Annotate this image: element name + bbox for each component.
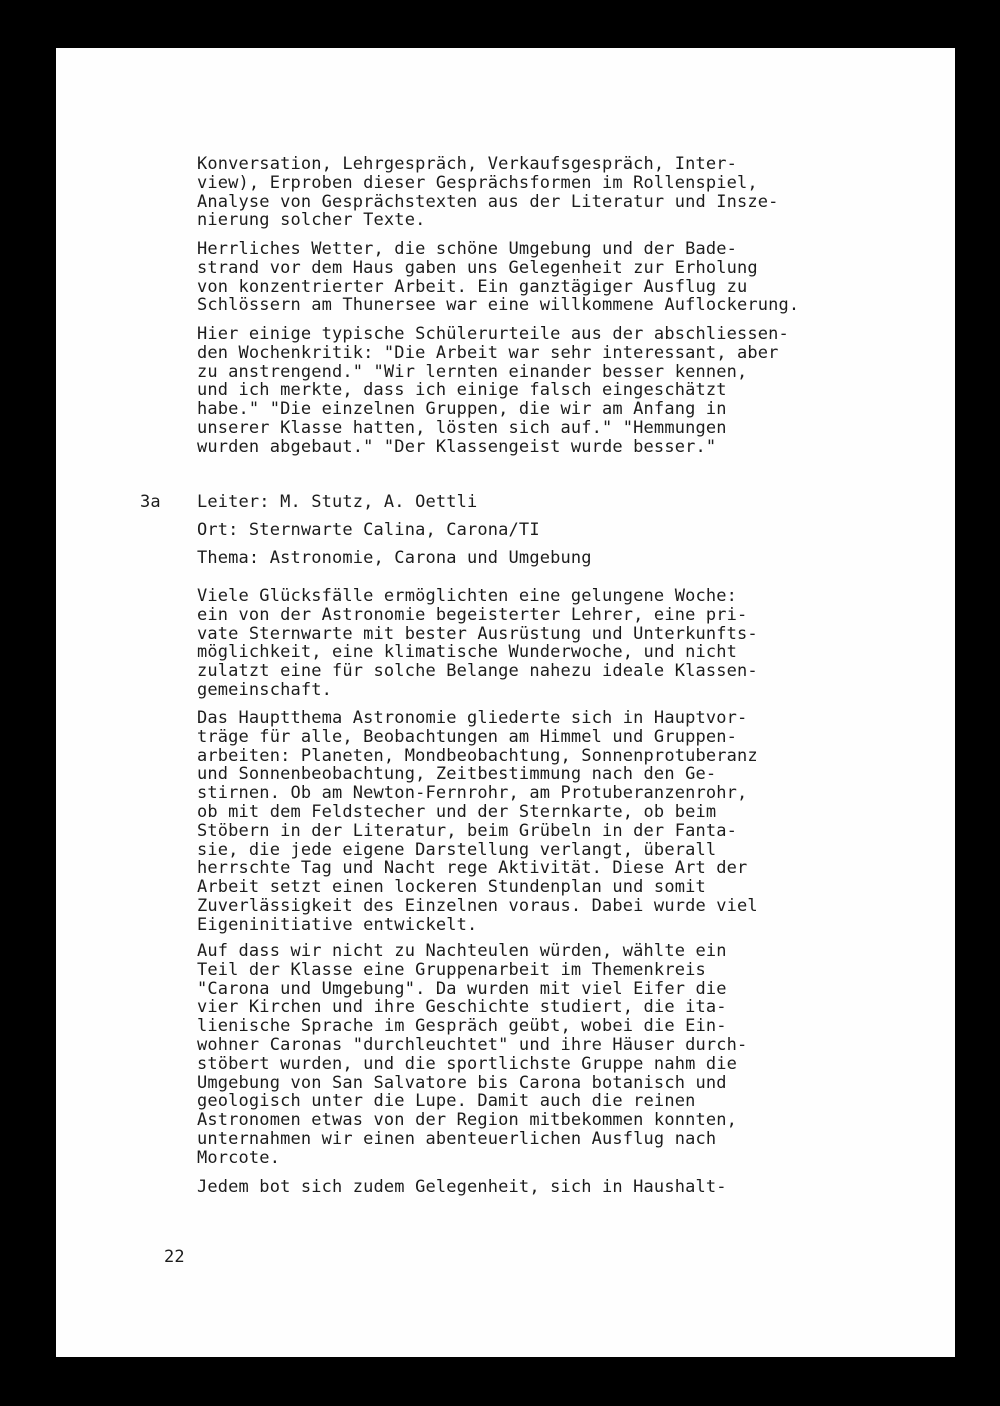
page-number: 22 <box>164 1247 185 1267</box>
text-line: Umgebung von San Salvatore bis Carona botanisch und <box>197 1072 727 1093</box>
text-line: geologisch unter die Lupe. Damit auch die reinen <box>197 1091 696 1112</box>
text-line: Eigeninitiative entwickelt. <box>197 914 478 935</box>
text-line: und Sonnenbeobachtung, Zeitbestimmung nach den Ge- <box>197 764 717 785</box>
text-line: view), Erproben dieser Gesprächsformen im Rollenspiel, <box>197 172 758 193</box>
intro-paragraph-1 <box>197 155 847 230</box>
text-line: Viele Glücksfälle ermöglichten eine gelungene Woche: <box>197 586 738 606</box>
text-line: stirnen. Ob am Newton-Fernrohr, am Protuberanzenrohr, <box>197 783 748 804</box>
intro-paragraph-2 <box>197 240 847 315</box>
text-line: und ich merkte, dass ich einige falsch eingeschätzt <box>197 380 727 401</box>
text-line: wohner Caronas "durchleuchtet" und ihre Häuser durch- <box>197 1034 748 1055</box>
text-line: Hier einige typische Schülerurteile aus der abschliessen- <box>197 324 789 344</box>
text-line: Zuverlässigkeit des Einzelnen voraus. Dabei wurde viel <box>197 895 758 916</box>
section-place: Ort: Sternwarte Calina, Carona/TI <box>197 520 540 540</box>
text-line: zu anstrengend." "Wir lernten einander besser kennen, <box>197 361 748 382</box>
text-line: vier Kirchen und ihre Geschichte studiert, die ita- <box>197 997 727 1018</box>
text-line: Jedem bot sich zudem Gelegenheit, sich in Haushalt- <box>197 1177 727 1197</box>
scan-border-left <box>0 0 56 1406</box>
text-line: den Wochenkritik: "Die Arbeit war sehr interessant, aber <box>197 342 779 363</box>
intro-paragraph-3 <box>197 325 847 457</box>
text-line: stöbert wurden, und die sportlichste Gruppe nahm die <box>197 1053 738 1074</box>
text-line: von konzentrierter Arbeit. Ein ganztägiger Ausflug zu <box>197 276 748 297</box>
text-line: habe." "Die einzelnen Gruppen, die wir am Anfang in <box>197 399 727 420</box>
text-line: unserer Klasse hatten, lösten sich auf." "Hemmungen <box>197 417 727 438</box>
text-line: "Carona und Umgebung". Da wurden mit viel Eifer die <box>197 978 727 999</box>
text-line: Das Hauptthema Astronomie gliederte sich in Hauptvor- <box>197 708 748 728</box>
text-line: ein von der Astronomie begeisterter Lehrer, eine pri- <box>197 604 748 625</box>
text-line: Auf dass wir nicht zu Nachteulen würden, wählte ein <box>197 941 727 961</box>
text-line: gemeinschaft. <box>197 679 333 700</box>
scan-border-top <box>0 0 1000 48</box>
body-paragraph-2 <box>197 709 847 935</box>
text-line: nierung solcher Texte. <box>197 210 426 231</box>
text-line: träge für alle, Beobachtungen am Himmel und Gruppen- <box>197 726 738 747</box>
text-line: Astronomen etwas von der Region mitbekommen konnten, <box>197 1110 738 1131</box>
text-line: sie, die jede eigene Darstellung verlangt, überall <box>197 839 717 860</box>
text-line: Arbeit setzt einen lockeren Stundenplan und somit <box>197 877 706 898</box>
section-number: 3a <box>140 492 161 512</box>
scan-border-bottom <box>0 1357 1000 1406</box>
body-paragraph-1 <box>197 587 847 700</box>
text-line: Morcote. <box>197 1147 281 1168</box>
text-line: Teil der Klasse eine Gruppenarbeit im Themenkreis <box>197 959 706 980</box>
text-line: Konversation, Lehrgespräch, Verkaufsgespräch, Inter- <box>197 154 738 174</box>
text-line: Schlössern am Thunersee war eine willkommene Auflockerung. <box>197 295 800 316</box>
text-line: wurden abgebaut." "Der Klassengeist wurde besser." <box>197 436 717 457</box>
text-line: arbeiten: Planeten, Mondbeobachtung, Sonnenprotuberanz <box>197 745 758 766</box>
text-line: Stöbern in der Literatur, beim Grübeln in der Fanta- <box>197 820 738 841</box>
text-line: Analyse von Gesprächstexten aus der Literatur und Insze- <box>197 191 779 212</box>
scan-border-right <box>955 0 1000 1406</box>
text-line: herrschte Tag und Nacht rege Aktivität. Diese Art der <box>197 858 748 879</box>
section-theme: Thema: Astronomie, Carona und Umgebung <box>197 548 592 568</box>
text-line: Herrliches Wetter, die schöne Umgebung und der Bade- <box>197 239 738 259</box>
body-paragraph-4 <box>197 1178 847 1197</box>
text-line: ob mit dem Feldstecher und der Sternkarte, ob beim <box>197 801 717 822</box>
body-paragraph-3 <box>197 942 847 1168</box>
text-line: unternahmen wir einen abenteuerlichen Ausflug nach <box>197 1128 717 1149</box>
text-line: möglichkeit, eine klimatische Wunderwoche, und nicht <box>197 642 738 663</box>
section-leader: Leiter: M. Stutz, A. Oettli <box>197 492 478 512</box>
text-line: zulatzt eine für solche Belange nahezu ideale Klassen- <box>197 661 758 682</box>
text-line: lienische Sprache im Gespräch geübt, wobei die Ein- <box>197 1016 727 1037</box>
text-line: strand vor dem Haus gaben uns Gelegenheit zur Erholung <box>197 257 758 278</box>
text-line: vate Sternwarte mit bester Ausrüstung und Unterkunfts- <box>197 623 758 644</box>
